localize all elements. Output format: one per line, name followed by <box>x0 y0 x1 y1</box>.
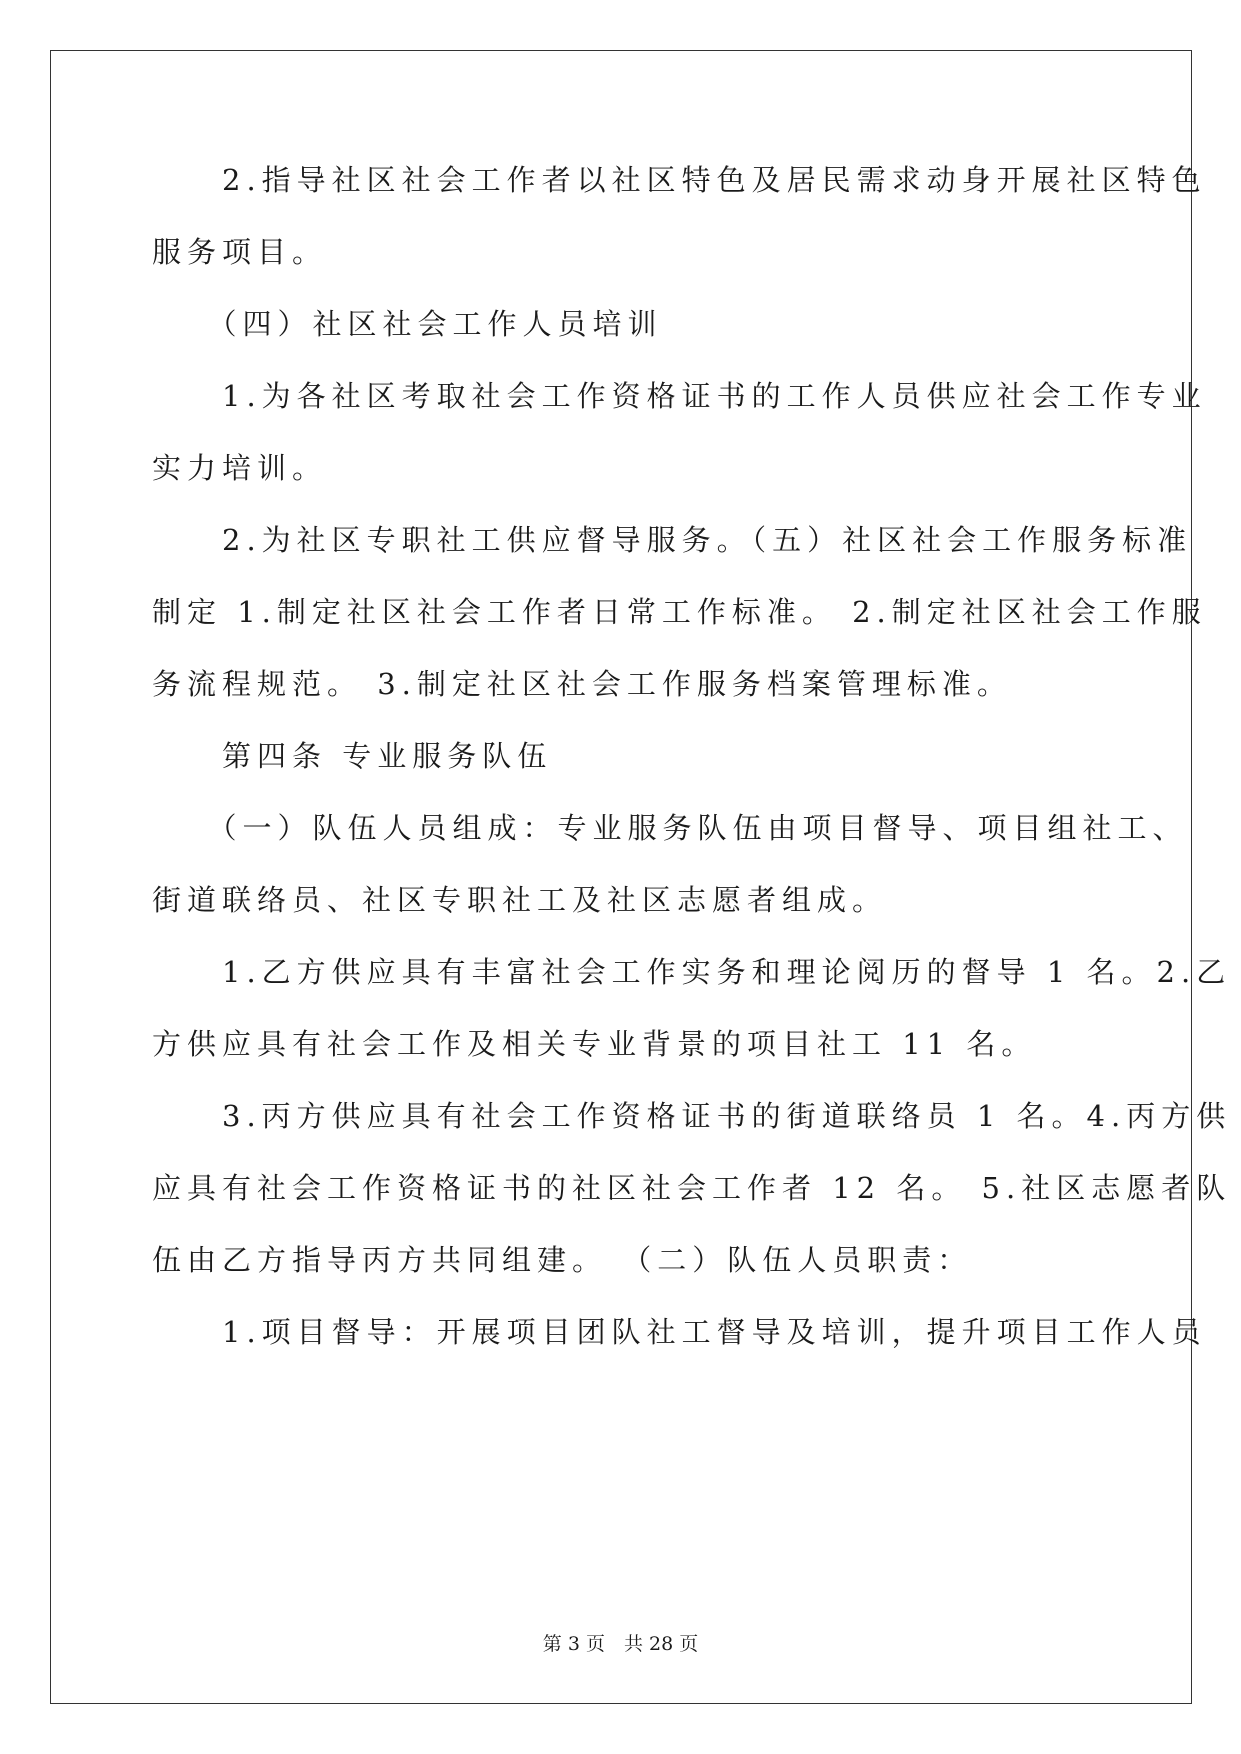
page-number-footer: 第 3 页 共 28 页 <box>542 1633 699 1655</box>
body-line: 方供应具有社会工作及相关专业背景的项目社工 11 名。 <box>152 1027 1037 1061</box>
body-line: （四）社区社会工作人员培训 <box>152 307 663 341</box>
body-line: 制定 1.制定社区社会工作者日常工作标准。 2.制定社区社会工作服 <box>152 595 1207 629</box>
page-border <box>50 50 1192 1704</box>
body-line: 1.乙方供应具有丰富社会工作实务和理论阅历的督导 1 名。2.乙 <box>152 955 1232 989</box>
body-line: 服务项目。 <box>152 235 328 269</box>
body-line: 应具有社会工作资格证书的社区社会工作者 12 名。 5.社区志愿者队 <box>152 1171 1232 1205</box>
body-line: 实力培训。 <box>152 451 328 485</box>
body-line: （一）队伍人员组成：专业服务队伍由项目督导、项目组社工、 <box>152 811 1188 845</box>
body-line: 务流程规范。 3.制定社区社会工作服务档案管理标准。 <box>152 667 1012 701</box>
body-line: 2.指导社区社会工作者以社区特色及居民需求动身开展社区特色 <box>152 163 1207 197</box>
body-line: 2.为社区专职社工供应督导服务。（五）社区社会工作服务标准 <box>152 523 1193 557</box>
body-line: 1.为各社区考取社会工作资格证书的工作人员供应社会工作专业 <box>152 379 1207 413</box>
body-line: 1.项目督导：开展项目团队社工督导及培训，提升项目工作人员 <box>152 1315 1207 1349</box>
body-line: 伍由乙方指导丙方共同组建。 （二）队伍人员职责： <box>152 1243 973 1277</box>
body-line: 街道联络员、社区专职社工及社区志愿者组成。 <box>152 883 888 917</box>
body-line: 3.丙方供应具有社会工作资格证书的街道联络员 1 名。4.丙方供 <box>152 1099 1232 1133</box>
section-heading: 第四条 专业服务队伍 <box>152 739 553 773</box>
